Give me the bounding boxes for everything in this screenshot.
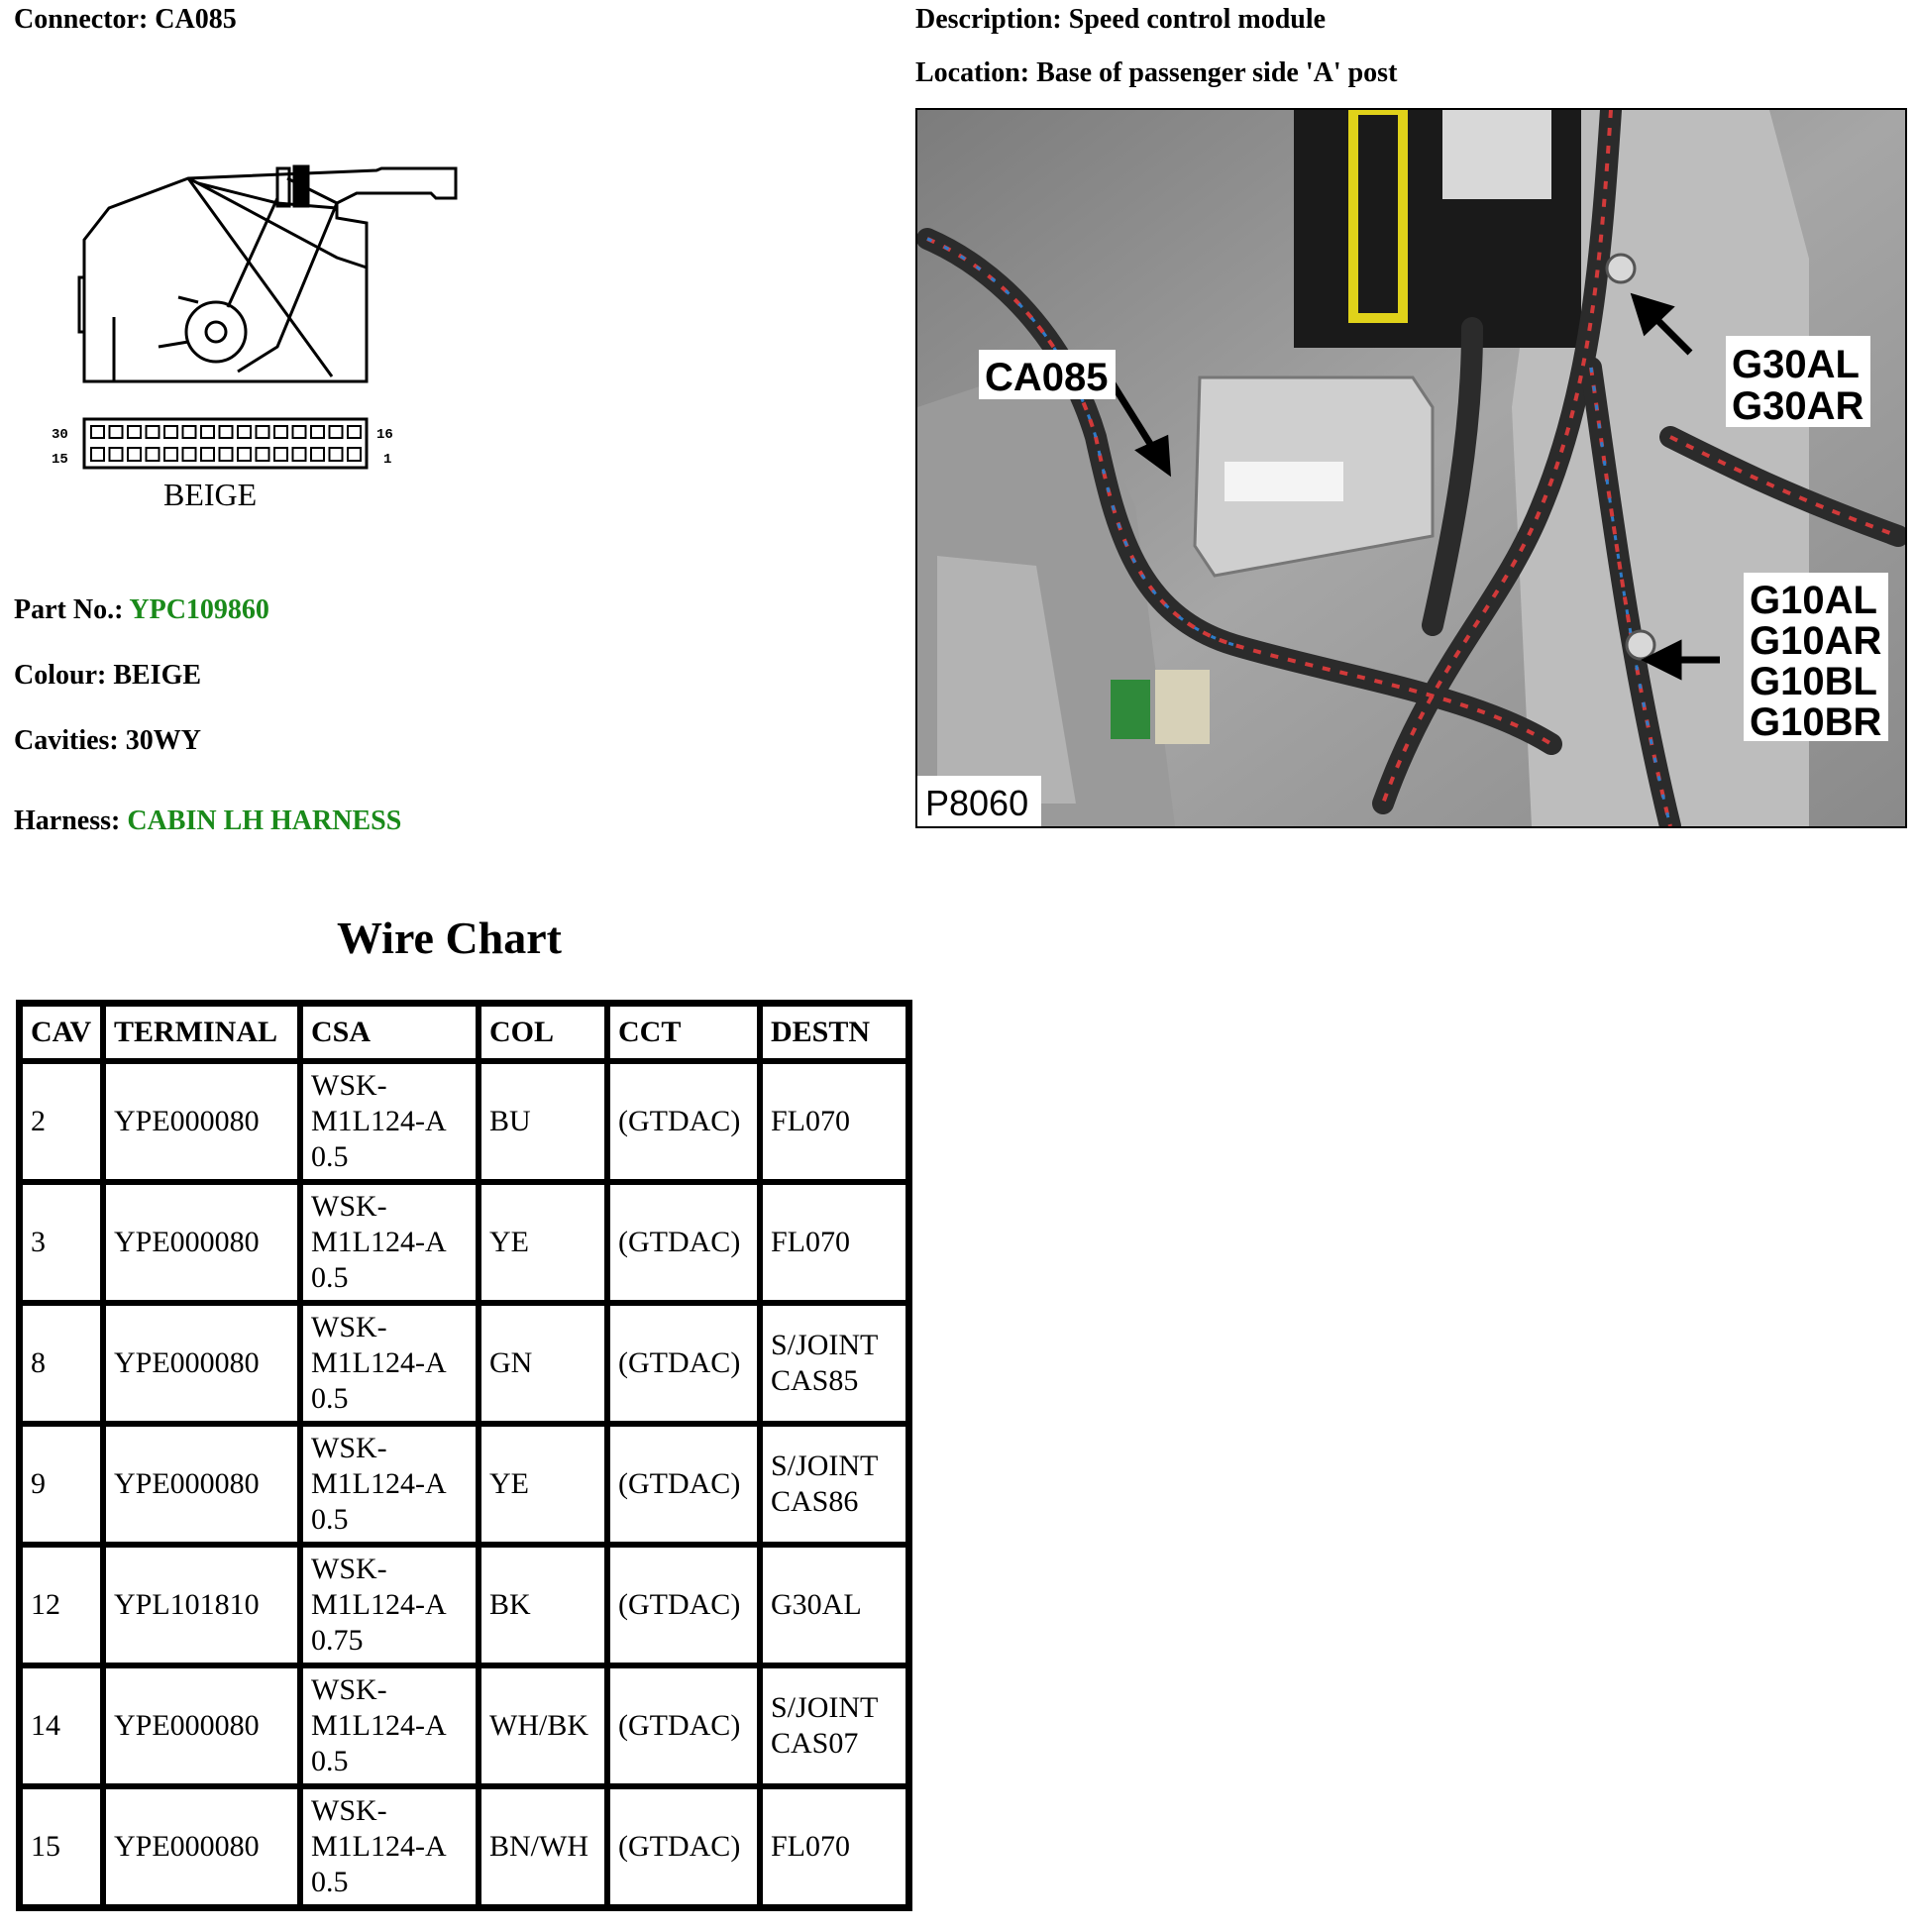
table-row <box>20 1182 908 1303</box>
header-csa: CSA <box>300 1004 479 1061</box>
part-number-line <box>14 594 269 626</box>
cell-csa-line: M1L124-A <box>311 1709 447 1742</box>
table-row <box>20 1786 908 1907</box>
cell-destn <box>760 1182 908 1303</box>
header-terminal: TERMINAL <box>103 1004 300 1061</box>
cell-terminal: YPE000080 <box>103 1665 300 1786</box>
cell-csa-line: M1L124-A <box>311 1588 447 1621</box>
colour-line <box>14 660 201 692</box>
cell-terminal: YPE000080 <box>103 1303 300 1424</box>
pin-number-15: 15 <box>52 452 68 468</box>
pin-number-16: 16 <box>376 427 393 443</box>
cavities-label: Cavities: <box>14 725 119 756</box>
cell-cav: 3 <box>20 1182 103 1303</box>
table-row <box>20 1424 908 1545</box>
cell-destn <box>760 1545 908 1665</box>
part-number-label: Part No.: <box>14 594 124 625</box>
harness-line <box>14 805 401 837</box>
callout-ca085: CA085 <box>985 356 1109 399</box>
connector-value: CA085 <box>155 4 237 35</box>
cell-col: YE <box>479 1182 607 1303</box>
callout-g10ar: G10AR <box>1750 619 1882 663</box>
harness-label: Harness: <box>14 805 121 836</box>
cell-csa <box>300 1786 479 1907</box>
cell-cct: (GTDAC) <box>607 1545 760 1665</box>
callout-g10al: G10AL <box>1750 579 1877 622</box>
cell-col: BU <box>479 1061 607 1182</box>
header-cav: CAV <box>20 1004 103 1061</box>
colour-label: Colour: <box>14 660 107 691</box>
cell-destn-line: S/JOINT <box>771 1691 879 1724</box>
cell-cav: 8 <box>20 1303 103 1424</box>
location-value: Base of passenger side 'A' post <box>1036 57 1398 88</box>
location-label: Location: <box>915 57 1030 88</box>
cell-csa-line: 0.5 <box>311 1382 349 1415</box>
cell-col: BK <box>479 1545 607 1665</box>
cell-csa <box>300 1303 479 1424</box>
cell-csa-line: WSK- <box>311 1673 387 1706</box>
cell-csa-line: M1L124-A <box>311 1467 447 1500</box>
cell-col: BN/WH <box>479 1786 607 1907</box>
cell-csa-line: 0.5 <box>311 1503 349 1536</box>
cell-col: WH/BK <box>479 1665 607 1786</box>
table-row <box>20 1665 908 1786</box>
cell-destn <box>760 1424 908 1545</box>
header-cct: CCT <box>607 1004 760 1061</box>
cell-csa <box>300 1665 479 1786</box>
cell-destn-line: CAS07 <box>771 1727 859 1760</box>
cell-cav: 14 <box>20 1665 103 1786</box>
cell-destn <box>760 1061 908 1182</box>
connector-heading <box>14 4 237 36</box>
cell-cct: (GTDAC) <box>607 1665 760 1786</box>
location-photo <box>915 108 1907 828</box>
cell-csa-line: WSK- <box>311 1311 387 1343</box>
pin-number-30: 30 <box>52 427 68 443</box>
cavities-value: 30WY <box>125 725 201 756</box>
harness-link[interactable]: CABIN LH HARNESS <box>127 805 402 836</box>
cell-csa-line: WSK- <box>311 1432 387 1464</box>
table-header-row <box>20 1004 908 1061</box>
wire-chart-title: Wire Chart <box>337 912 562 963</box>
cell-csa-line: WSK- <box>311 1553 387 1585</box>
cavities-line <box>14 725 201 757</box>
cell-csa <box>300 1182 479 1303</box>
description-label: Description: <box>915 4 1062 35</box>
cell-destn-line: G30AL <box>771 1588 862 1621</box>
cell-destn-line: FL070 <box>771 1226 851 1258</box>
cell-csa <box>300 1424 479 1545</box>
cell-cav: 15 <box>20 1786 103 1907</box>
cell-terminal: YPE000080 <box>103 1182 300 1303</box>
cell-destn-line: FL070 <box>771 1105 851 1137</box>
cell-csa-line: 0.5 <box>311 1866 349 1898</box>
cell-cav: 12 <box>20 1545 103 1665</box>
callout-g10bl: G10BL <box>1750 660 1877 703</box>
connector-drawing <box>40 159 476 525</box>
cell-destn <box>760 1786 908 1907</box>
cell-csa-line: WSK- <box>311 1794 387 1827</box>
part-number-link[interactable]: YPC109860 <box>129 594 269 625</box>
cell-destn <box>760 1665 908 1786</box>
pin-number-1: 1 <box>383 452 392 468</box>
cell-csa-line: 0.5 <box>311 1745 349 1777</box>
cell-col: GN <box>479 1303 607 1424</box>
cell-cct: (GTDAC) <box>607 1061 760 1182</box>
connector-label: Connector: <box>14 4 149 35</box>
cell-cav: 9 <box>20 1424 103 1545</box>
cell-destn-line: CAS85 <box>771 1364 859 1397</box>
cell-destn-line: FL070 <box>771 1830 851 1863</box>
cell-cct: (GTDAC) <box>607 1303 760 1424</box>
description-value: Speed control module <box>1068 4 1327 35</box>
cell-destn-line: S/JOINT <box>771 1329 879 1361</box>
cell-csa-line: 0.5 <box>311 1140 349 1173</box>
table-row <box>20 1061 908 1182</box>
cell-cav: 2 <box>20 1061 103 1182</box>
cell-csa <box>300 1061 479 1182</box>
callout-g10br: G10BR <box>1750 700 1882 744</box>
cell-csa-line: M1L124-A <box>311 1105 447 1137</box>
colour-value: BEIGE <box>113 660 202 691</box>
cell-csa-line: 0.5 <box>311 1261 349 1294</box>
cell-csa-line: M1L124-A <box>311 1346 447 1379</box>
header-destn: DESTN <box>760 1004 908 1061</box>
cell-terminal: YPE000080 <box>103 1424 300 1545</box>
location-photo-illustration <box>917 110 1905 826</box>
cell-csa-line: M1L124-A <box>311 1226 447 1258</box>
cell-csa-line: WSK- <box>311 1190 387 1223</box>
cell-csa <box>300 1545 479 1665</box>
location-line <box>915 57 1397 89</box>
cell-cct: (GTDAC) <box>607 1182 760 1303</box>
wire-chart-table <box>16 1000 912 1911</box>
header-col: COL <box>479 1004 607 1061</box>
cell-csa-line: M1L124-A <box>311 1830 447 1863</box>
cell-cct: (GTDAC) <box>607 1424 760 1545</box>
drawing-colour-caption: BEIGE <box>163 477 258 512</box>
callout-g30ar: G30AR <box>1732 384 1864 428</box>
table-row <box>20 1303 908 1424</box>
callout-g30al: G30AL <box>1732 343 1860 386</box>
cell-csa-line: WSK- <box>311 1069 387 1102</box>
cell-cct: (GTDAC) <box>607 1786 760 1907</box>
cell-terminal: YPE000080 <box>103 1061 300 1182</box>
photo-id: P8060 <box>925 783 1029 823</box>
description-line <box>915 4 1326 36</box>
cell-destn-line: S/JOINT <box>771 1449 879 1482</box>
cell-destn-line: CAS86 <box>771 1485 859 1518</box>
cell-terminal: YPL101810 <box>103 1545 300 1665</box>
cell-terminal: YPE000080 <box>103 1786 300 1907</box>
cell-destn <box>760 1303 908 1424</box>
cell-col: YE <box>479 1424 607 1545</box>
cell-csa-line: 0.75 <box>311 1624 364 1657</box>
table-row <box>20 1545 908 1665</box>
